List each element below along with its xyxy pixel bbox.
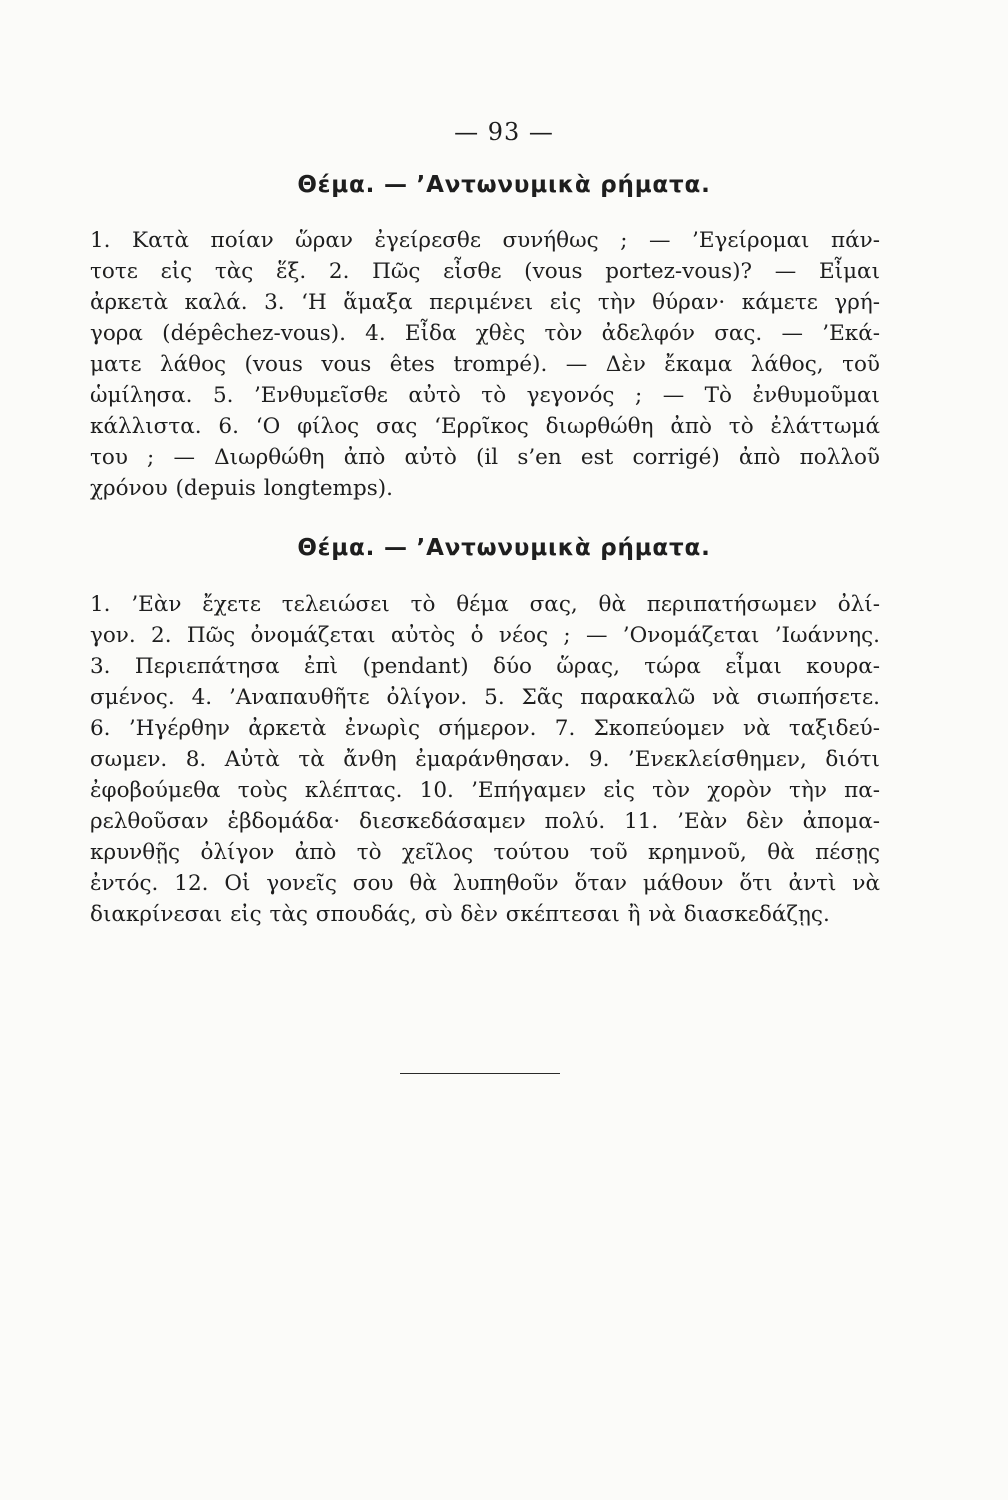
text-line: ἀρκετὰ καλά. 3. ‘Η ἅμαξα περιμένει εἰς τὴν θύραν· κάμετε γρή-: [90, 290, 880, 315]
text-line: τοτε εἰς τὰς ἕξ. 2. Πῶς εἶσθε (vous portez-vous)? — Εἶμαι: [90, 259, 880, 284]
exercise-paragraph: [90, 225, 880, 504]
section-heading: Θέμα. — ’Αντωνυμικὰ ρήματα.: [297, 535, 711, 561]
text-line: χρόνου (depuis longtemps).: [90, 476, 393, 501]
text-line: 6. ’Ηγέρθην ἀρκετὰ ἐνωρὶς σήμερον. 7. Σκοπεύομεν νὰ ταξιδεύ-: [90, 716, 880, 741]
text-line: ἐντός. 12. Οἱ γονεῖς σου θὰ λυπηθοῦν ὅταν μάθουν ὅτι ἀντὶ νὰ: [90, 871, 880, 896]
text-line: ὡμίλησα. 5. ’Ενθυμεῖσθε αὐτὸ τὸ γεγονός ; — Τὸ ἐνθυμοῦμαι: [90, 383, 880, 408]
text-line: γον. 2. Πῶς ὀνομάζεται αὐτὸς ὁ νέος ; — ’Ονομάζεται ’Ιωάννης.: [90, 623, 880, 648]
text-line: ἐφοβούμεθα τοὺς κλέπτας. 10. ’Επήγαμεν εἰς τὸν χορὸν τὴν πα-: [90, 778, 880, 803]
exercise-paragraph: [90, 589, 880, 930]
text-line: σμένος. 4. ’Αναπαυθῆτε ὀλίγον. 5. Σᾶς παρακαλῶ νὰ σιωπήσετε.: [90, 685, 880, 710]
end-rule: [400, 1073, 560, 1074]
page-number: — 93 —: [454, 118, 554, 146]
text-line: σωμεν. 8. Αὐτὰ τὰ ἄνθη ἐμαράνθησαν. 9. ’Ενεκλείσθημεν, διότι: [90, 747, 880, 772]
text-line: κρυνθῇς ὀλίγον ἀπὸ τὸ χεῖλος τούτου τοῦ κρημνοῦ, θὰ πέσῃς: [90, 840, 880, 865]
section-heading: Θέμα. — ’Αντωνυμικὰ ρήματα.: [297, 172, 711, 198]
text-line: 3. Περιεπάτησα ἐπὶ (pendant) δύο ὥρας, τώρα εἶμαι κουρα-: [90, 654, 880, 679]
text-line: διακρίνεσαι εἰς τὰς σπουδάς, σὺ δὲν σκέπτεσαι ἢ νὰ διασκεδάζῃς.: [90, 902, 830, 927]
text-line: ματε λάθος (vous vous êtes trompé). — Δὲν ἔκαμα λάθος, τοῦ: [90, 352, 880, 377]
text-line: γορα (dépêchez-vous). 4. Εἶδα χθὲς τὸν ἀδελφόν σας. — ’Εκά-: [90, 321, 880, 346]
text-line: του ; — Διωρθώθη ἀπὸ αὐτὸ (il s’en est corrigé) ἀπὸ πολλοῦ: [90, 445, 880, 470]
text-line: κάλλιστα. 6. ‘Ο φίλος σας ‘Ερρῖκος διωρθώθη ἀπὸ τὸ ἐλάττωμά: [90, 414, 880, 439]
text-line: 1. Κατὰ ποίαν ὥραν ἐγείρεσθε συνήθως ; — ’Εγείρομαι πάν-: [90, 228, 880, 253]
text-line: 1. ’Εὰν ἔχετε τελειώσει τὸ θέμα σας, θὰ περιπατήσωμεν ὀλί-: [90, 592, 880, 617]
text-line: ρελθοῦσαν ἑβδομάδα· διεσκεδάσαμεν πολύ. 11. ’Εὰν δὲν ἀπομα-: [90, 809, 880, 834]
